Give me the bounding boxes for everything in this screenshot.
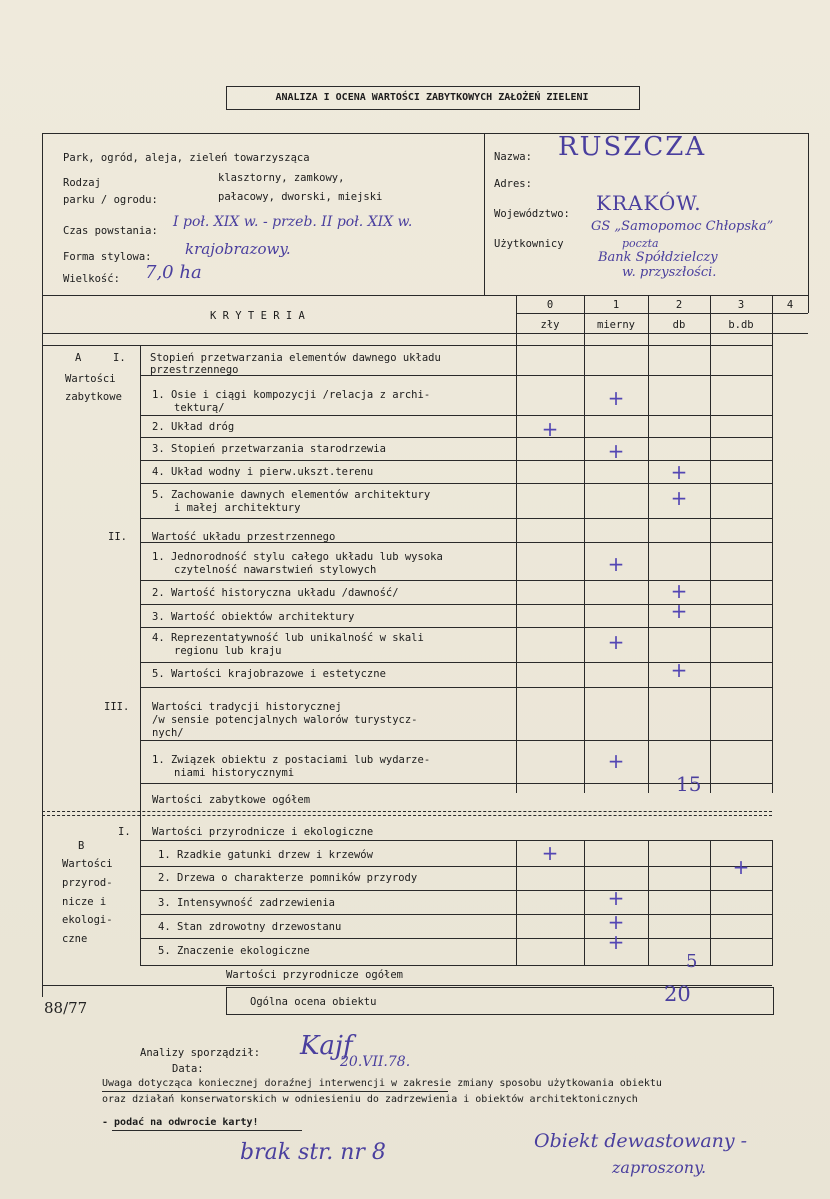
note-left: brak str. nr 8 [240, 1140, 386, 1165]
a1-item-2-l1: 2. Układ dróg [152, 421, 235, 433]
b-item-5: 5. Znaczenie ekologiczne [158, 945, 310, 957]
a1-mark-3: + [607, 439, 625, 463]
a-total-label: Wartości zabytkowe ogółem [152, 794, 311, 806]
section-b-roman: I. [118, 826, 131, 838]
uzyt-value-1: GS „Samopomoc Chłopska” [591, 219, 774, 234]
adres-label: Adres: [494, 178, 532, 190]
park-types-2: pałacowy, dworski, miejski [218, 191, 383, 203]
parku-label: parku / ogrodu: [63, 194, 158, 206]
a-total-value: 15 [676, 772, 702, 796]
b-mark-2: + [732, 855, 750, 879]
b-mark-1: + [541, 841, 559, 865]
group-a1-title-1: Stopień przetwarzania elementów dawnego układu [150, 352, 441, 364]
a3-mark-1: + [607, 749, 625, 773]
a2-item-4-l1: 4. Reprezentatywność lub unikalność w skali [152, 632, 424, 644]
a1-item-4-l1: 4. Układ wodny i pierw.ukszt.terenu [152, 466, 374, 478]
group-a1-roman: I. [113, 352, 126, 364]
score-3: 3 [737, 299, 745, 311]
rodzaj-label: Rodzaj [63, 177, 101, 189]
uwaga-line-2: oraz działań konserwatorskich w odniesieniu do zadrzewienia i obiektów architektonicznych [102, 1094, 638, 1105]
woj-value: KRAKÓW. [596, 191, 702, 215]
overall-ref: 88/77 [44, 999, 88, 1017]
uzyt-value-3: Bank Spółdzielczy [598, 250, 718, 265]
section-a-name-1: Wartości [65, 373, 116, 385]
a2-item-3-l1: 3. Wartość obiektów architektury [152, 611, 355, 623]
group-a3-title-1: Wartości tradycji historycznej [152, 701, 342, 713]
data-label: Data: [172, 1063, 204, 1075]
wielkosc-value: 7,0 ha [145, 262, 202, 283]
grade-0: zły [540, 319, 560, 331]
a1-item-1-l1: 1. Osie i ciągi kompozycji /relacja z archi- [152, 389, 431, 401]
section-b-name-4: ekologi- [62, 914, 113, 926]
a2-mark-1: + [607, 552, 625, 576]
nazwa-label: Nazwa: [494, 151, 532, 163]
wielkosc-label: Wielkość: [63, 273, 120, 285]
park-types-1: klasztorny, zamkowy, [218, 172, 345, 184]
a1-item-5-l1: 5. Zachowanie dawnych elementów architektury [152, 489, 431, 501]
section-b-name-5: czne [62, 933, 88, 945]
data-value: 20.VII.78. [340, 1054, 411, 1070]
a1-mark-2: + [541, 417, 559, 441]
group-a2-title-1: Wartość układu przestrzennego [152, 531, 336, 543]
uzyt-value-4: w. przyszłości. [622, 265, 717, 280]
score-2: 2 [675, 299, 683, 311]
czas-value: I poł. XIX w. - przeb. II poł. XIX w. [173, 214, 413, 230]
a1-mark-5: + [670, 486, 688, 510]
a2-mark-4: + [607, 630, 625, 654]
a1-item-1-l2: tekturą/ [174, 402, 225, 414]
forma-value: krajobrazowy. [185, 240, 291, 258]
group-a1-title-2: przestrzennego [150, 364, 239, 376]
score-1: 1 [612, 299, 620, 311]
uwaga-line-3: - podać na odwrocie karty! [102, 1117, 259, 1128]
woj-label: Województwo: [494, 208, 570, 220]
b-mark-5: + [607, 930, 625, 954]
nazwa-value: RUSZCZA [558, 132, 707, 162]
section-b-name-2: przyrod- [62, 877, 113, 889]
a1-item-5-l2: i małej architektury [174, 502, 301, 514]
section-b-name-1: Wartości [62, 858, 113, 870]
b-total-label: Wartości przyrodnicze ogółem [226, 969, 404, 981]
criteria-label: K R Y T E R I A [210, 310, 305, 322]
a2-mark-2: + [670, 579, 688, 603]
section-b-name-3: nicze i [62, 896, 107, 908]
czas-label: Czas powstania: [63, 225, 158, 237]
grade-3: b.db [728, 319, 754, 331]
a1-item-3-l1: 3. Stopień przetwarzania starodrzewia [152, 443, 386, 455]
a2-mark-5: + [670, 658, 688, 682]
section-a-letter: A [75, 352, 82, 364]
a2-item-4-l2: regionu lub kraju [174, 645, 282, 657]
group-a2-roman: II. [108, 531, 127, 543]
group-a3-roman: III. [104, 701, 130, 713]
a1-mark-1: + [607, 386, 625, 410]
b-mark-3: + [607, 886, 625, 910]
note-right-1: Obiekt dewastowany - [534, 1130, 748, 1152]
b-item-4: 4. Stan zdrowotny drzewostanu [158, 921, 342, 933]
a3-item-1-l2: niami historycznymi [174, 767, 295, 779]
uzyt-value-2: poczta [622, 237, 659, 250]
a2-mark-3: + [670, 599, 688, 623]
score-0: 0 [546, 299, 554, 311]
section-b-title: Wartości przyrodnicze i ekologiczne [152, 826, 374, 838]
grade-2: db [672, 319, 686, 331]
a2-item-1-l1: 1. Jednorodność stylu całego układu lub wysoka [152, 551, 443, 563]
b-item-2: 2. Drzewa o charakterze pomników przyrody [158, 872, 418, 884]
overall-label: Ogólna ocena obiektu [250, 996, 377, 1008]
b-mark-4: + [607, 910, 625, 934]
signature: Kajf [300, 1031, 353, 1061]
forma-label: Forma stylowa: [63, 251, 152, 263]
note-right-2: zaproszony. [612, 1158, 707, 1177]
b-item-1: 1. Rzadkie gatunki drzew i krzewów [158, 849, 373, 861]
page-title: ANALIZA I OCENA WARTOŚCI ZABYTKOWYCH ZAŁOŻEŃ ZIELENI [275, 92, 589, 103]
group-a3-title-2: /w sensie potencjalnych walorów turystycz- [152, 714, 418, 726]
a3-item-1-l1: 1. Związek obiektu z postaciami lub wydarze- [152, 754, 431, 766]
uzyt-label: Użytkownicy [494, 238, 564, 250]
a2-item-1-l2: czytelność nawarstwień stylowych [174, 564, 377, 576]
section-a-name-2: zabytkowe [65, 391, 122, 403]
object-type-line: Park, ogród, aleja, zieleń towarzysząca [63, 152, 310, 164]
b-item-3: 3. Intensywność zadrzewienia [158, 897, 336, 909]
a1-mark-4: + [670, 460, 688, 484]
analizy-label: Analizy sporządził: [140, 1047, 261, 1059]
overall-value: 20 [664, 982, 691, 1006]
a2-item-2-l1: 2. Wartość historyczna układu /dawność/ [152, 587, 399, 599]
a2-item-5-l1: 5. Wartości krajobrazowe i estetyczne [152, 668, 386, 680]
section-b-letter: B [78, 840, 85, 852]
group-a3-title-3: nych/ [152, 727, 184, 739]
grade-1: mierny [597, 319, 635, 331]
score-4: 4 [786, 299, 794, 311]
b-total-value: 5 [686, 951, 698, 972]
uwaga-line-1: Uwaga dotycząca koniecznej doraźnej interwencji w zakresie zmiany sposobu użytkowania obiektu [102, 1078, 662, 1089]
